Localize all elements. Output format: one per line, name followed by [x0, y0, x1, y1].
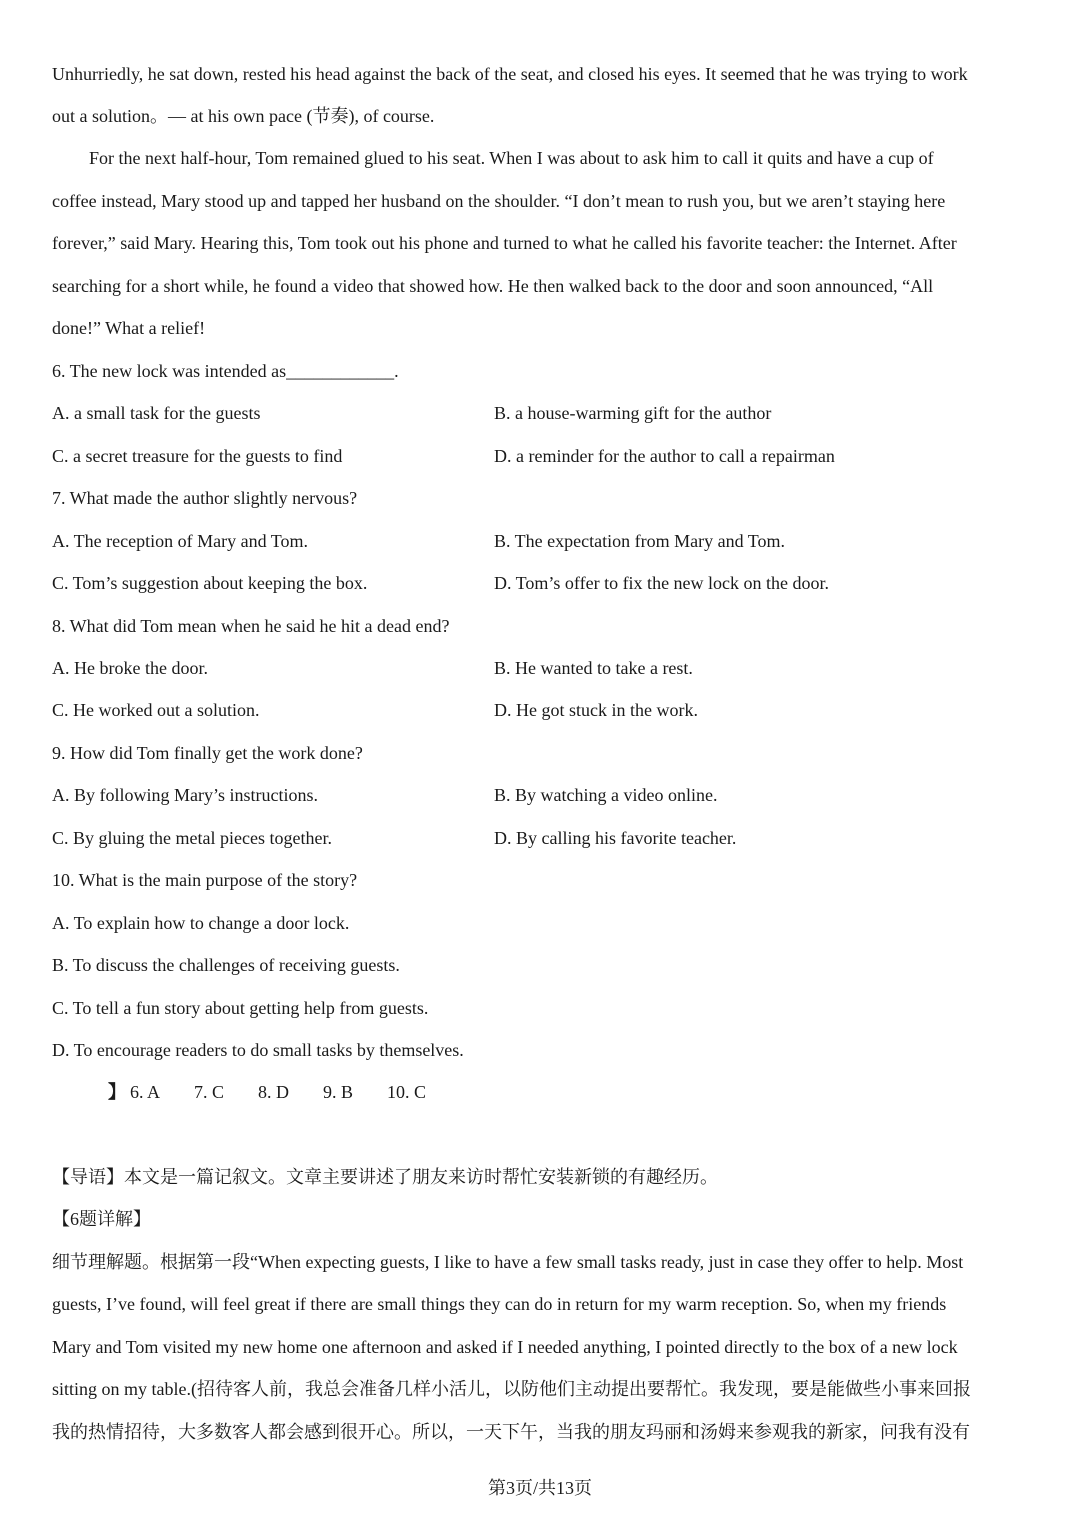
option-a: A. By following Mary’s instructions.	[52, 785, 318, 805]
question-stem: 9. How did Tom finally get the work done?	[52, 743, 363, 763]
answer-item: 8. D	[258, 1082, 290, 1102]
question-stem: 10. What is the main purpose of the story?	[52, 870, 358, 890]
passage-line: Unhurriedly, he sat down, rested his head against the back of the seat, and closed his eyes. It seemed that he was trying to work	[52, 64, 968, 84]
answer-item: 7. C	[194, 1082, 225, 1102]
option-b: B. The expectation from Mary and Tom.	[494, 531, 786, 551]
option-d: D. a reminder for the author to call a repairman	[494, 446, 835, 466]
option-c: C. To tell a fun story about getting help from guests.	[52, 998, 429, 1018]
question-stem: 6. The new lock was intended as____________.	[52, 361, 399, 381]
option-d: D. To encourage readers to do small tasks by themselves.	[52, 1040, 464, 1060]
answer-item: 9. B	[323, 1082, 354, 1102]
passage-line: done!” What a relief!	[52, 318, 206, 338]
option-a: A. To explain how to change a door lock.	[52, 913, 350, 933]
explanation-line: sitting on my table.(招待客人前，我总会准备几样小活儿，以防他们主动提出要帮忙。我发现，要是能做些小事来回报	[52, 1379, 971, 1399]
option-b: B. To discuss the challenges of receiving guests.	[52, 955, 400, 975]
option-c: C. a secret treasure for the guests to find	[52, 446, 343, 466]
answer-item: 6. A	[130, 1082, 161, 1102]
question-stem: 7. What made the author slightly nervous?	[52, 488, 358, 508]
option-a: A. a small task for the guests	[52, 403, 261, 423]
explanation-intro: 【导语】本文是一篇记叙文。文章主要讲述了朋友来访时帮忙安装新锁的有趣经历。	[52, 1167, 718, 1187]
option-b: B. a house-warming gift for the author	[494, 403, 772, 423]
q6-explanation-heading: 【6题详解】	[52, 1209, 151, 1229]
explanation-line: guests, I’ve found, will feel great if there are small things they can do in return for my warm reception. So, when my friends	[52, 1294, 947, 1314]
option-a: A. The reception of Mary and Tom.	[52, 531, 309, 551]
passage-line: For the next half-hour, Tom remained glued to his seat. When I was about to ask him to call it quits and have a cup of	[89, 148, 934, 168]
page-number: 第3页/共13页	[487, 1478, 592, 1498]
option-c: C. By gluing the metal pieces together.	[52, 828, 332, 848]
explanation-line: 细节理解题。根据第一段“When expecting guests, I like to have a few small tasks ready, just in case they offer to help. Most	[52, 1252, 964, 1272]
option-c: C. He worked out a solution.	[52, 700, 260, 720]
passage-line: coffee instead, Mary stood up and tapped her husband on the shoulder. “I don’t mean to rush you, but we aren’t staying here	[52, 191, 946, 211]
answer-item: 10. C	[387, 1082, 427, 1102]
explanation-line: 我的热情招待，大多数客人都会感到很开心。所以，一天下午，当我的朋友玛丽和汤姆来参观我的新家，问我有没有	[52, 1422, 970, 1442]
answer-key	[108, 1080, 460, 1104]
option-d: D. He got stuck in the work.	[494, 700, 698, 720]
answer-bracket: 】	[108, 1082, 126, 1102]
passage-line: searching for a short while, he found a video that showed how. He then walked back to the door and soon announced, “All	[52, 276, 934, 296]
option-d: D. By calling his favorite teacher.	[494, 828, 737, 848]
option-b: B. He wanted to take a rest.	[494, 658, 693, 678]
option-a: A. He broke the door.	[52, 658, 208, 678]
option-b: B. By watching a video online.	[494, 785, 718, 805]
question-stem: 8. What did Tom mean when he said he hit a dead end?	[52, 616, 450, 636]
option-c: C. Tom’s suggestion about keeping the box.	[52, 573, 368, 593]
option-d: D. Tom’s offer to fix the new lock on the door.	[494, 573, 830, 593]
passage-line: forever,” said Mary. Hearing this, Tom took out his phone and turned to what he called his favorite teacher: the Internet. After	[52, 233, 957, 253]
explanation-line: Mary and Tom visited my new home one afternoon and asked if I needed anything, I pointed directly to the box of a new lock	[52, 1337, 958, 1357]
passage-line: out a solution。— at his own pace (节奏), of course.	[52, 106, 435, 126]
